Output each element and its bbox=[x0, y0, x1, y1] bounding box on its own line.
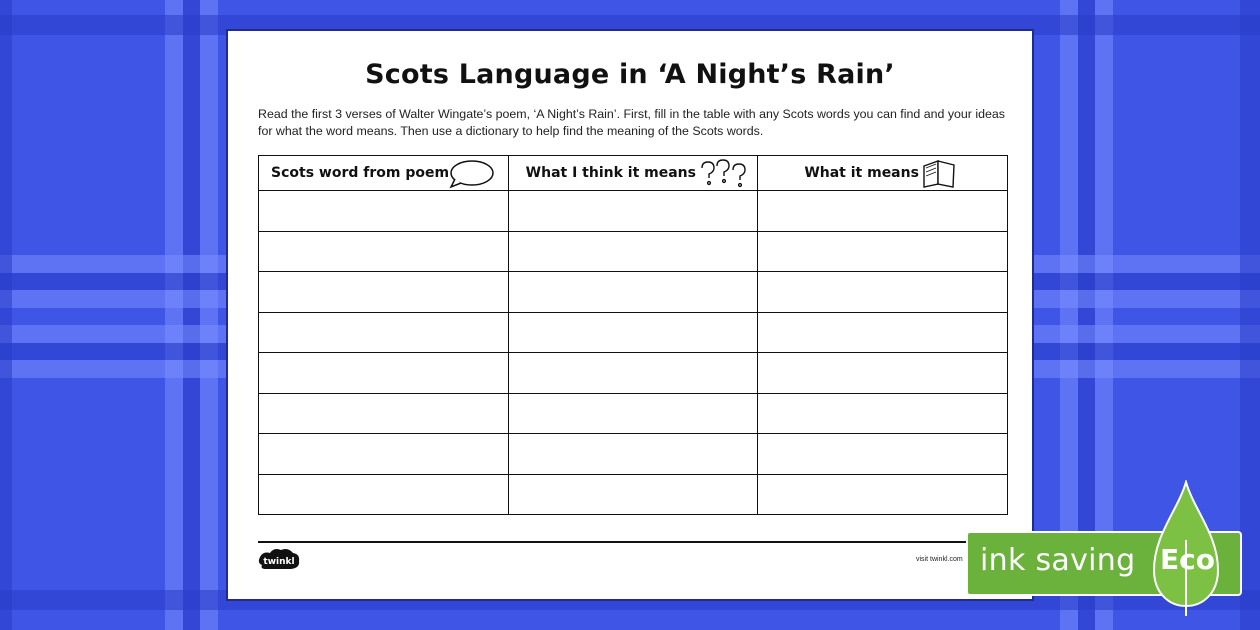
column-header-meaning bbox=[758, 156, 1008, 191]
table-row bbox=[259, 474, 1008, 515]
column-header-label: What I think it means bbox=[525, 165, 696, 181]
scots-word-cell[interactable] bbox=[259, 474, 509, 515]
column-header-scots-word bbox=[259, 156, 509, 191]
table-header-row bbox=[259, 156, 1008, 191]
guess-meaning-cell[interactable] bbox=[508, 393, 758, 434]
instructions: Read the first 3 verses of Walter Wingate’s poem, ‘A Night’s Rain’. First, fill in the table with any Scots words you can find and your ideas for what the word means. Then use a dictionary to help find the meaning of the Scots words. bbox=[258, 107, 1005, 138]
table-row bbox=[259, 231, 1008, 272]
actual-meaning-cell[interactable] bbox=[758, 191, 1008, 232]
scots-word-cell[interactable] bbox=[259, 272, 509, 313]
guess-meaning-cell[interactable] bbox=[508, 272, 758, 313]
actual-meaning-cell[interactable] bbox=[758, 272, 1008, 313]
table-row bbox=[259, 393, 1008, 434]
column-header-label: Scots word from poem bbox=[271, 165, 450, 181]
answer-table bbox=[258, 155, 1008, 515]
scots-word-cell[interactable] bbox=[259, 191, 509, 232]
footer-divider bbox=[258, 541, 1008, 543]
speech-bubble-icon bbox=[447, 159, 495, 193]
worksheet bbox=[226, 29, 1034, 601]
table-row bbox=[259, 312, 1008, 353]
worksheet-title: Scots Language in ‘A Night’s Rain’ bbox=[365, 59, 895, 90]
actual-meaning-cell[interactable] bbox=[758, 353, 1008, 394]
guess-meaning-cell[interactable] bbox=[508, 191, 758, 232]
actual-meaning-cell[interactable] bbox=[758, 393, 1008, 434]
question-marks-icon bbox=[699, 158, 751, 192]
visit-link[interactable]: visit twinkl.com bbox=[916, 556, 963, 563]
guess-meaning-cell[interactable] bbox=[508, 312, 758, 353]
twinkl-logo bbox=[256, 547, 302, 575]
logo-text: twinkl bbox=[263, 557, 295, 567]
scots-word-cell[interactable] bbox=[259, 393, 509, 434]
scots-word-cell[interactable] bbox=[259, 312, 509, 353]
eco-label: Eco bbox=[1160, 543, 1215, 576]
guess-meaning-cell[interactable] bbox=[508, 353, 758, 394]
book-icon bbox=[920, 158, 958, 192]
guess-meaning-cell[interactable] bbox=[508, 231, 758, 272]
ink-saving-label: ink saving bbox=[980, 543, 1136, 578]
column-header-think bbox=[508, 156, 758, 191]
guess-meaning-cell[interactable] bbox=[508, 434, 758, 475]
actual-meaning-cell[interactable] bbox=[758, 434, 1008, 475]
table-row bbox=[259, 272, 1008, 313]
scots-word-cell[interactable] bbox=[259, 434, 509, 475]
table-row bbox=[259, 353, 1008, 394]
actual-meaning-cell[interactable] bbox=[758, 231, 1008, 272]
table-row bbox=[259, 434, 1008, 475]
guess-meaning-cell[interactable] bbox=[508, 474, 758, 515]
column-header-label: What it means bbox=[804, 165, 919, 181]
table-row bbox=[259, 191, 1008, 232]
scots-word-cell[interactable] bbox=[259, 353, 509, 394]
scots-word-cell[interactable] bbox=[259, 231, 509, 272]
actual-meaning-cell[interactable] bbox=[758, 474, 1008, 515]
actual-meaning-cell[interactable] bbox=[758, 312, 1008, 353]
